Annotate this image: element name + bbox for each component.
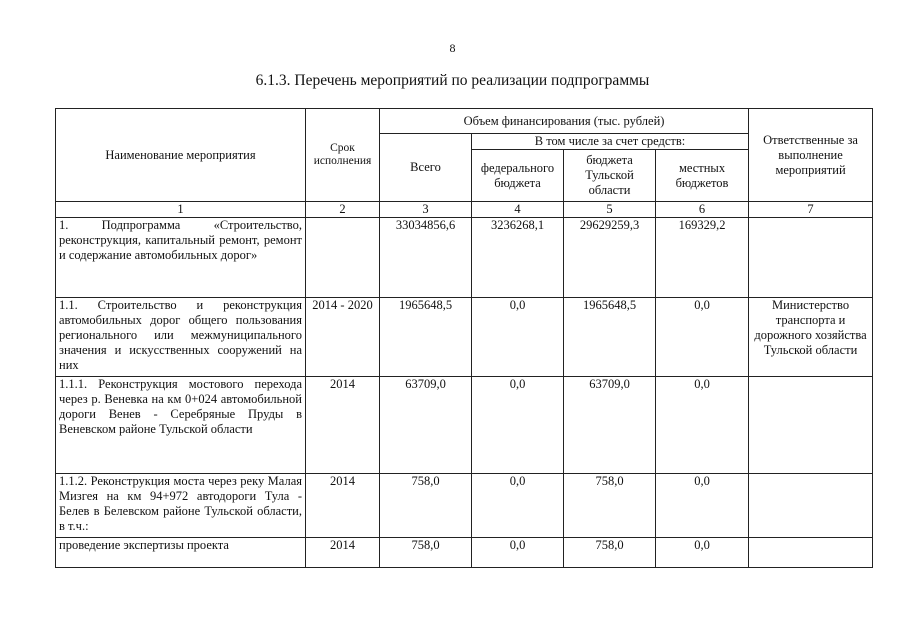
activities-table	[55, 108, 873, 568]
row-responsible	[749, 377, 873, 474]
header-including: В том числе за счет средств:	[472, 134, 749, 150]
row-term: 2014 - 2020	[306, 298, 380, 377]
header-total: Всего	[380, 134, 472, 202]
row-local: 0,0	[656, 538, 749, 568]
row-total: 1965648,5	[380, 298, 472, 377]
section-title: 6.1.3. Перечень мероприятий по реализации подпрограммы	[255, 72, 650, 89]
row-total: 758,0	[380, 538, 472, 568]
column-number: 4	[472, 202, 564, 218]
row-name: проведение экспертизы проекта	[56, 538, 306, 568]
row-federal: 0,0	[472, 377, 564, 474]
row-term: 2014	[306, 377, 380, 474]
row-responsible	[749, 218, 873, 298]
column-number: 7	[749, 202, 873, 218]
row-federal: 0,0	[472, 538, 564, 568]
table-row	[56, 298, 873, 377]
table-row	[56, 538, 873, 568]
column-number: 3	[380, 202, 472, 218]
column-number: 1	[56, 202, 306, 218]
row-federal: 0,0	[472, 298, 564, 377]
row-regional: 758,0	[564, 538, 656, 568]
table-row	[56, 474, 873, 538]
row-local: 0,0	[656, 377, 749, 474]
row-regional: 29629259,3	[564, 218, 656, 298]
row-name: 1.1. Строительство и реконструкция автомобильных дорог общего пользования регионального или межмуниципального значения и искусственных сооружений на них	[56, 298, 306, 377]
header-term: Срок исполнения	[306, 109, 380, 202]
row-total: 63709,0	[380, 377, 472, 474]
row-local: 0,0	[656, 474, 749, 538]
table-row	[56, 377, 873, 474]
column-number: 5	[564, 202, 656, 218]
row-name: 1. Подпрограмма «Строительство, реконструкция, капитальный ремонт, ремонт и содержание автомобильных дорог»	[56, 218, 306, 298]
row-total: 33034856,6	[380, 218, 472, 298]
row-name: 1.1.1. Реконструкция мостового перехода через р. Веневка на км 0+024 автомобильной дороги Венев - Серебряные Пруды в Веневском районе Тульской области	[56, 377, 306, 474]
row-local: 169329,2	[656, 218, 749, 298]
row-regional: 758,0	[564, 474, 656, 538]
header-funding: Объем финансирования (тыс. рублей)	[380, 109, 749, 134]
header-regional: бюджета Тульской области	[564, 150, 656, 202]
row-term: 2014	[306, 474, 380, 538]
header-name: Наименование мероприятия	[56, 109, 306, 202]
row-federal: 3236268,1	[472, 218, 564, 298]
page-number: 8	[449, 41, 456, 55]
header-federal: федерального бюджета	[472, 150, 564, 202]
row-name: 1.1.2. Реконструкция моста через реку Малая Мизгея на км 94+972 автодороги Тула - Белев в Белевском районе Тульской области, в т.ч.:	[56, 474, 306, 538]
column-number: 6	[656, 202, 749, 218]
row-regional: 1965648,5	[564, 298, 656, 377]
row-responsible	[749, 474, 873, 538]
header-local: местных бюджетов	[656, 150, 749, 202]
row-federal: 0,0	[472, 474, 564, 538]
row-total: 758,0	[380, 474, 472, 538]
row-regional: 63709,0	[564, 377, 656, 474]
row-term: 2014	[306, 538, 380, 568]
row-responsible	[749, 538, 873, 568]
column-number: 2	[306, 202, 380, 218]
row-term	[306, 218, 380, 298]
header-responsible: Ответственные за выполнение мероприятий	[749, 109, 873, 202]
row-responsible: Министерство транспорта и дорожного хозяйства Тульской области	[749, 298, 873, 377]
table-row	[56, 218, 873, 298]
row-local: 0,0	[656, 298, 749, 377]
